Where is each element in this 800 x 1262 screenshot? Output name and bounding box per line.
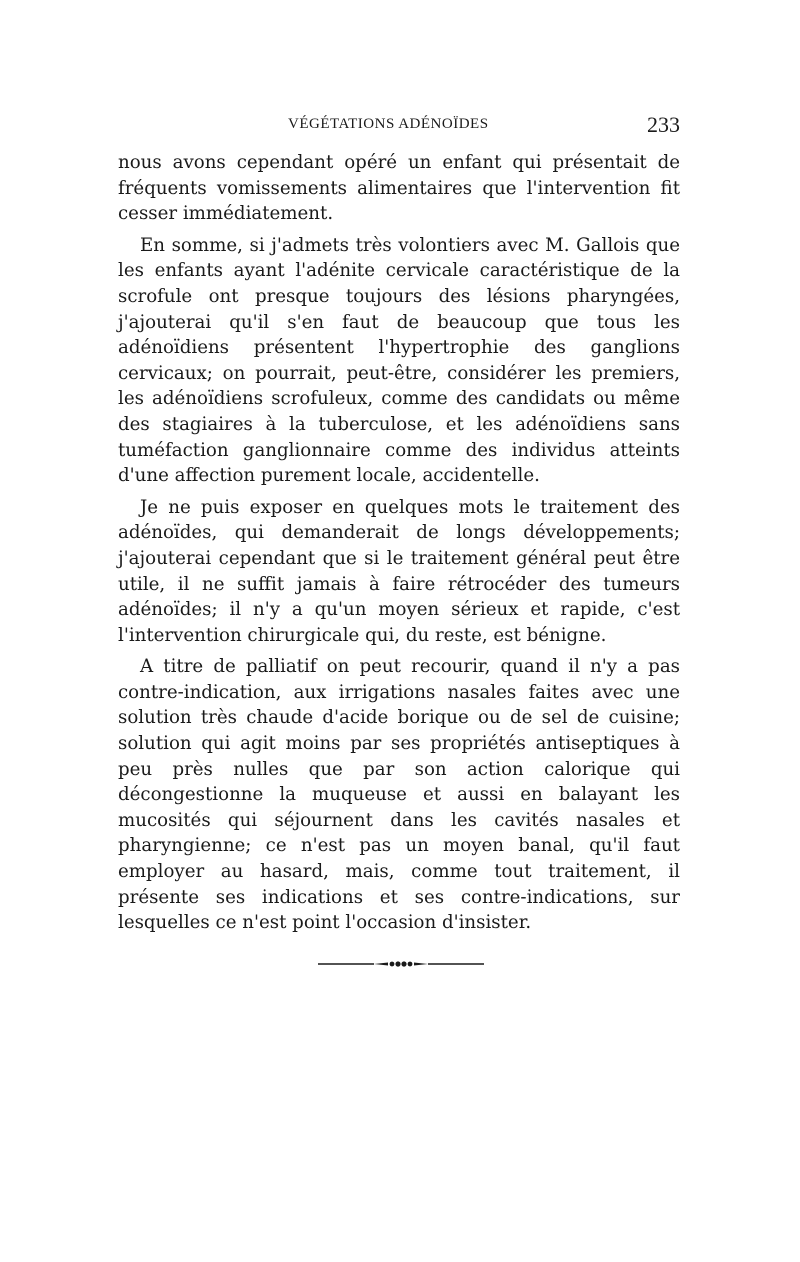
page-header <box>118 112 680 142</box>
end-ornament <box>318 960 484 968</box>
paragraph-continuation: nous avons cependant opéré un enfant qui présentait de fréquents vomissements alimentaires que l'intervention fit cesser immédiatement. <box>118 152 680 225</box>
book-page <box>118 112 680 936</box>
page-number: 233 <box>647 112 680 137</box>
paragraph: A titre de palliatif on peut recourir, quand il n'y a pas contre-indication, aux irrigations nasales faites avec une solution très chaude d'acide borique ou de sel de cuisine; solution qui agit moins par ses propriétés antiseptiques à peu près nulles que par son action calorique qui décongestionne la muqueuse et aussi en balayant les mucosités qui séjournent dans les cavités nasales et pharyngienne; ce n'est pas un moyen banal, qu'il faut employer au hasard, mais, comme tout traitement, il présente ses indications et ses contre-indications, sur lesquelles ce n'est point l'occasion d'insister. <box>118 656 680 934</box>
paragraph: En somme, si j'admets très volontiers avec M. Gallois que les enfants ayant l'adénite cervicale caractéristique de la scrofule ont presque toujours des lésions pharyngées, j'ajouterai qu'il s'en faut de beaucoup que tous les adénoïdiens présentent l'hypertrophie des ganglions cervicaux; on pourrait, peut-être, considérer les premiers, les adénoïdiens scrofuleux, comme des candidats ou même des stagiaires à la tuberculose, et les adénoïdiens sans tuméfaction ganglionnaire comme des individus atteints d'une affection purement locale, accidentelle. <box>118 234 680 487</box>
paragraph: Je ne puis exposer en quelques mots le traitement des adénoïdes, qui demanderait de longs développements; j'ajouterai cependant que si le traitement général peut être utile, il ne suffit jamais à faire rétrocéder des tumeurs adénoïdes; il n'y a qu'un moyen sérieux et rapide, c'est l'intervention chirurgicale qui, du reste, est bénigne. <box>118 496 680 646</box>
body-text <box>118 150 680 936</box>
running-title: VÉGÉTATIONS ADÉNOÏDES <box>288 116 489 132</box>
